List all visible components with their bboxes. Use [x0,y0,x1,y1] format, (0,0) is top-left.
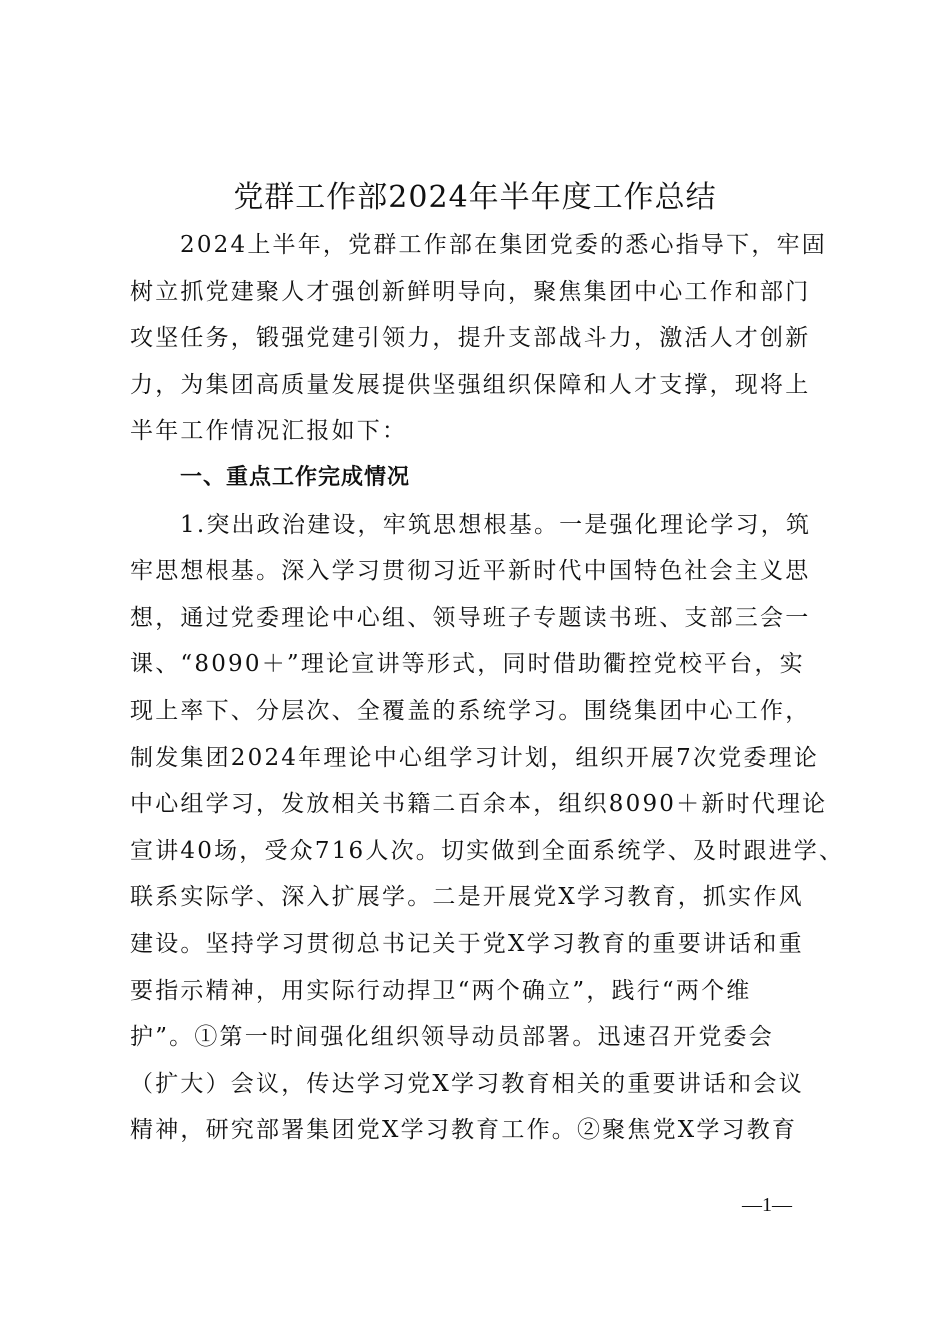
text-line: 护”。①第一时间强化组织领导动员部署。迅速召开党委会 [130,1024,774,1051]
section-heading: 一、重点工作完成情况 [180,464,411,490]
text-line: 宣讲40场，受众716人次。切实做到全面系统学、及时跟进学、 [130,837,845,864]
text-line: 2024上半年，党群工作部在集团党委的悉心指导下，牢固 [180,232,827,258]
text-line: 制发集团2024年理论中心组学习计划，组织开展7次党委理论 [130,744,819,771]
text-line: 半年工作情况汇报如下： [130,418,408,445]
text-line: 中心组学习，发放相关书籍二百余本，组织8090＋新时代理论 [130,791,828,818]
intro-paragraph [130,222,830,455]
text-line: 力，为集团高质量发展提供坚强组织保障和人才支撑，现将上 [130,371,811,398]
document-body [130,222,845,1154]
text-line: 建设。坚持学习贯彻总书记关于党X学习教育的重要讲话和重 [130,930,804,957]
text-line: 联系实际学、深入扩展学。二是开展党X学习教育，抓实作风 [130,884,804,911]
page-number: —1— [742,1194,792,1216]
text-line: 1.突出政治建设，牢筑思想根基。一是强化理论学习，筑 [180,511,812,538]
text-line: 攻坚任务，锻强党建引领力，提升支部战斗力，激活人才创新 [130,325,811,352]
text-line: 要指示精神，用实际行动捍卫“两个确立”，践行“两个维 [130,977,752,1004]
text-line: 现上率下、分层次、全覆盖的系统学习。围绕集团中心工作， [130,697,811,724]
text-line: （扩大）会议，传达学习党X学习教育相关的重要讲话和会议 [130,1070,804,1097]
text-line: 牢思想根基。深入学习贯彻习近平新时代中国特色社会主义思 [130,558,811,585]
text-line: 课、“8090＋”理论宣讲等形式，同时借助衢控党校平台，实 [130,651,805,678]
document-title: 党群工作部2024年半年度工作总结 [233,180,717,215]
text-line: 树立抓党建聚人才强创新鲜明导向，聚焦集团中心工作和部门 [130,278,811,305]
text-line: 精神，研究部署集团党X学习教育工作。②聚焦党X学习教育 [130,1117,798,1144]
text-line: 想，通过党委理论中心组、领导班子专题读书班、支部三会一 [130,604,811,631]
section-paragraph [130,502,845,1154]
